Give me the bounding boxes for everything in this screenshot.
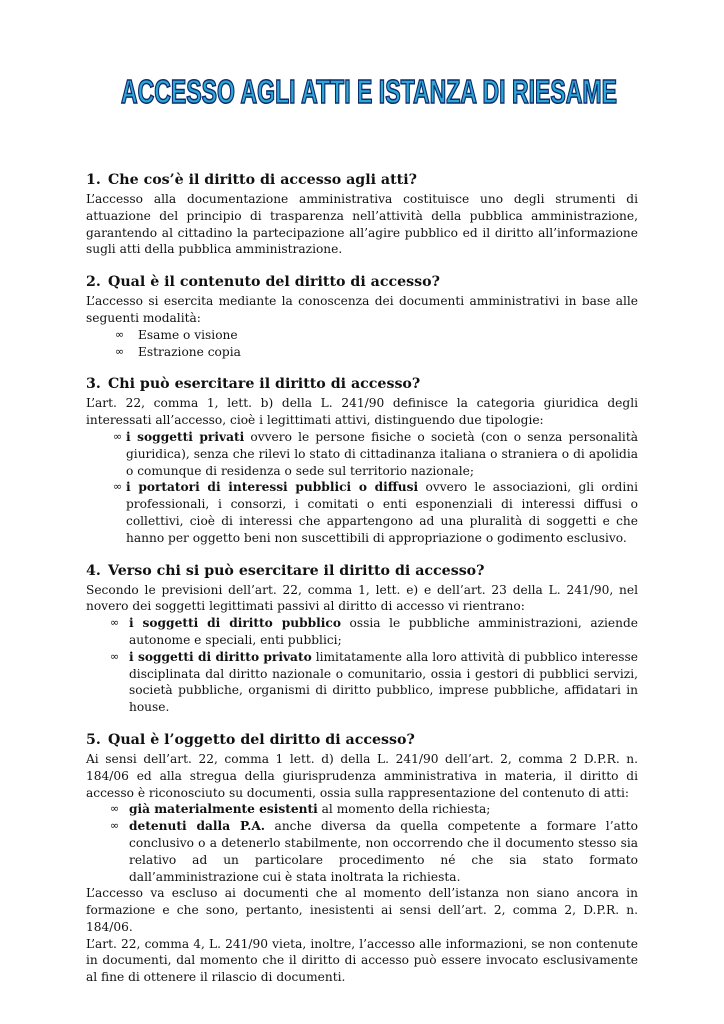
section-1 <box>86 170 638 258</box>
list-item-text: ovvero le persone fisiche o società (con o senza personalità giuridica), senza che rilevi lo stato di cittadinanza italiana o straniera o di apolidia o comunque di residenza o sede sul territorio nazionale; <box>126 429 638 478</box>
section-number: 3. <box>86 376 101 393</box>
section-paragraph: L’art. 22, comma 4, L. 241/90 vieta, inoltre, l’accesso alle informazioni, se non contenute in documenti, dal momento che il diritto di accesso può essere invocato esclusivamente al fine di ottenere il rilascio di documenti. <box>86 936 638 985</box>
section-3 <box>86 374 638 546</box>
bullet-list <box>86 327 638 361</box>
section-heading-text: Qual è l’oggetto del diritto di accesso? <box>108 731 415 748</box>
document-title <box>100 70 638 110</box>
title-text: ACCESSO AGLI ATTI E ISTANZA DI RIESAME <box>120 72 618 111</box>
list-item <box>86 479 638 546</box>
section-heading-text: Qual è il contenuto del diritto di accesso? <box>108 274 440 291</box>
document-page <box>86 70 638 1000</box>
section-heading-text: Verso chi si può esercitare il diritto di accesso? <box>108 562 485 579</box>
list-item <box>86 801 638 818</box>
list-item <box>86 818 638 885</box>
section-heading-text: Che cos’è il diritto di accesso agli atti? <box>108 172 417 188</box>
infinity-icon: ∞ <box>110 819 120 833</box>
section-paragraph: Ai sensi dell’art. 22, comma 1 lett. d) della L. 241/90 dell’art. 2, comma 2 D.P.R. n. 184/06 ed alla stregua della giurisprudenza amministrativa in materia, il diritto di accesso è riconosciuto su documenti, ossia sulla rappresentazione del contenuto di atti: <box>86 751 638 800</box>
section-number: 2. <box>86 274 101 291</box>
list-item-text: Estrazione copia <box>138 344 241 359</box>
section-heading <box>86 170 638 190</box>
section-heading <box>86 374 638 394</box>
section-5 <box>86 730 638 986</box>
infinity-icon: ∞ <box>113 480 123 494</box>
list-item-bold: già materialmente esistenti <box>129 802 318 817</box>
list-item-text: al momento della richiesta; <box>317 802 491 817</box>
section-number: 5. <box>86 731 101 748</box>
section-4 <box>86 561 638 716</box>
section-heading <box>86 272 638 292</box>
infinity-icon: ∞ <box>115 327 125 341</box>
bullet-list <box>86 801 638 885</box>
section-number: 4. <box>86 562 101 579</box>
list-item <box>86 649 638 716</box>
list-item-text: anche diversa da quella competente a formare l’atto conclusivo o a detenerlo stabilmente, non occorrendo che il documento stesso sia relativo ad un particolare procedimento né che sia stato formato dall’amministrazione cui è stata inoltrata la richiesta. <box>129 819 638 884</box>
infinity-icon: ∞ <box>110 649 120 663</box>
list-item-text: ossia le pubbliche amministrazioni, aziende autonome e speciali, enti pubblici; <box>129 616 638 647</box>
bullet-list <box>86 429 638 547</box>
infinity-icon: ∞ <box>110 616 120 630</box>
list-item <box>86 327 638 344</box>
section-paragraph: L’accesso si esercita mediante la conoscenza dei documenti amministrativi in base alle seguenti modalità: <box>86 294 638 325</box>
list-item-text: limitatamente alla loro attività di pubblico interesse disciplinata dal diritto nazionale o comunitario, ossia i gestori di pubblici servizi, società pubbliche, organismi di diritto pubblico, imprese pubbliche, affidatari in house. <box>129 649 638 715</box>
list-item-bold: detenuti dalla P.A. <box>129 819 266 834</box>
section-paragraph: L’accesso alla documentazione amministrativa costituisce uno degli strumenti di attuazione del principio di trasparenza nell’attività della pubblica amministrazione, garantendo al cittadino la partecipazione all’agire pubblico ed il diritto all’informazione sugli atti della pubblica amministrazione. <box>86 192 638 257</box>
list-item-text: Esame o visione <box>138 327 238 342</box>
list-item-text: ovvero le associazioni, gli ordini professionali, i consorzi, i comitati o enti esponenziali di interessi diffusi o collettivi, cioè di interessi che appartengono ad una pluralità di soggetti e che hanno per oggetto beni non suscettibili di appropriazione o godimento esclusivo. <box>126 480 639 545</box>
section-heading <box>86 561 638 581</box>
infinity-icon: ∞ <box>110 802 120 816</box>
section-paragraph: Secondo le previsioni dell’art. 22, comma 1, lett. e) e dell’art. 23 della L. 241/90, nel novero dei soggetti legittimati passivi al diritto di accesso vi rientrano: <box>86 582 638 614</box>
list-item-bold: i soggetti di diritto privato <box>129 649 312 664</box>
section-2 <box>86 272 638 360</box>
section-heading <box>86 730 638 750</box>
section-heading-text: Chi può esercitare il diritto di accesso? <box>108 376 421 393</box>
section-number: 1. <box>86 172 101 188</box>
infinity-icon: ∞ <box>115 344 125 358</box>
list-item <box>86 344 638 361</box>
title-wordart <box>119 70 619 110</box>
list-item-bold: i soggetti di diritto pubblico <box>129 616 341 631</box>
bullet-list <box>86 615 638 716</box>
section-paragraph: L’art. 22, comma 1, lett. b) della L. 241/90 definisce la categoria giuridica degli interessati all’accesso, cioè i legittimati attivi, distinguendo due tipologie: <box>86 396 638 428</box>
list-item-bold: i soggetti privati <box>126 429 245 444</box>
section-paragraph: L’accesso va escluso ai documenti che al momento dell’istanza non siano ancora in formazione e che sono, pertanto, inesistenti ai sensi dell’art. 2, comma 2, D.P.R. n. 184/06. <box>86 886 638 934</box>
list-item <box>86 429 638 479</box>
list-item-bold: i portatori di interessi pubblici o diffusi <box>126 480 419 495</box>
infinity-icon: ∞ <box>113 429 123 443</box>
list-item <box>86 615 638 649</box>
